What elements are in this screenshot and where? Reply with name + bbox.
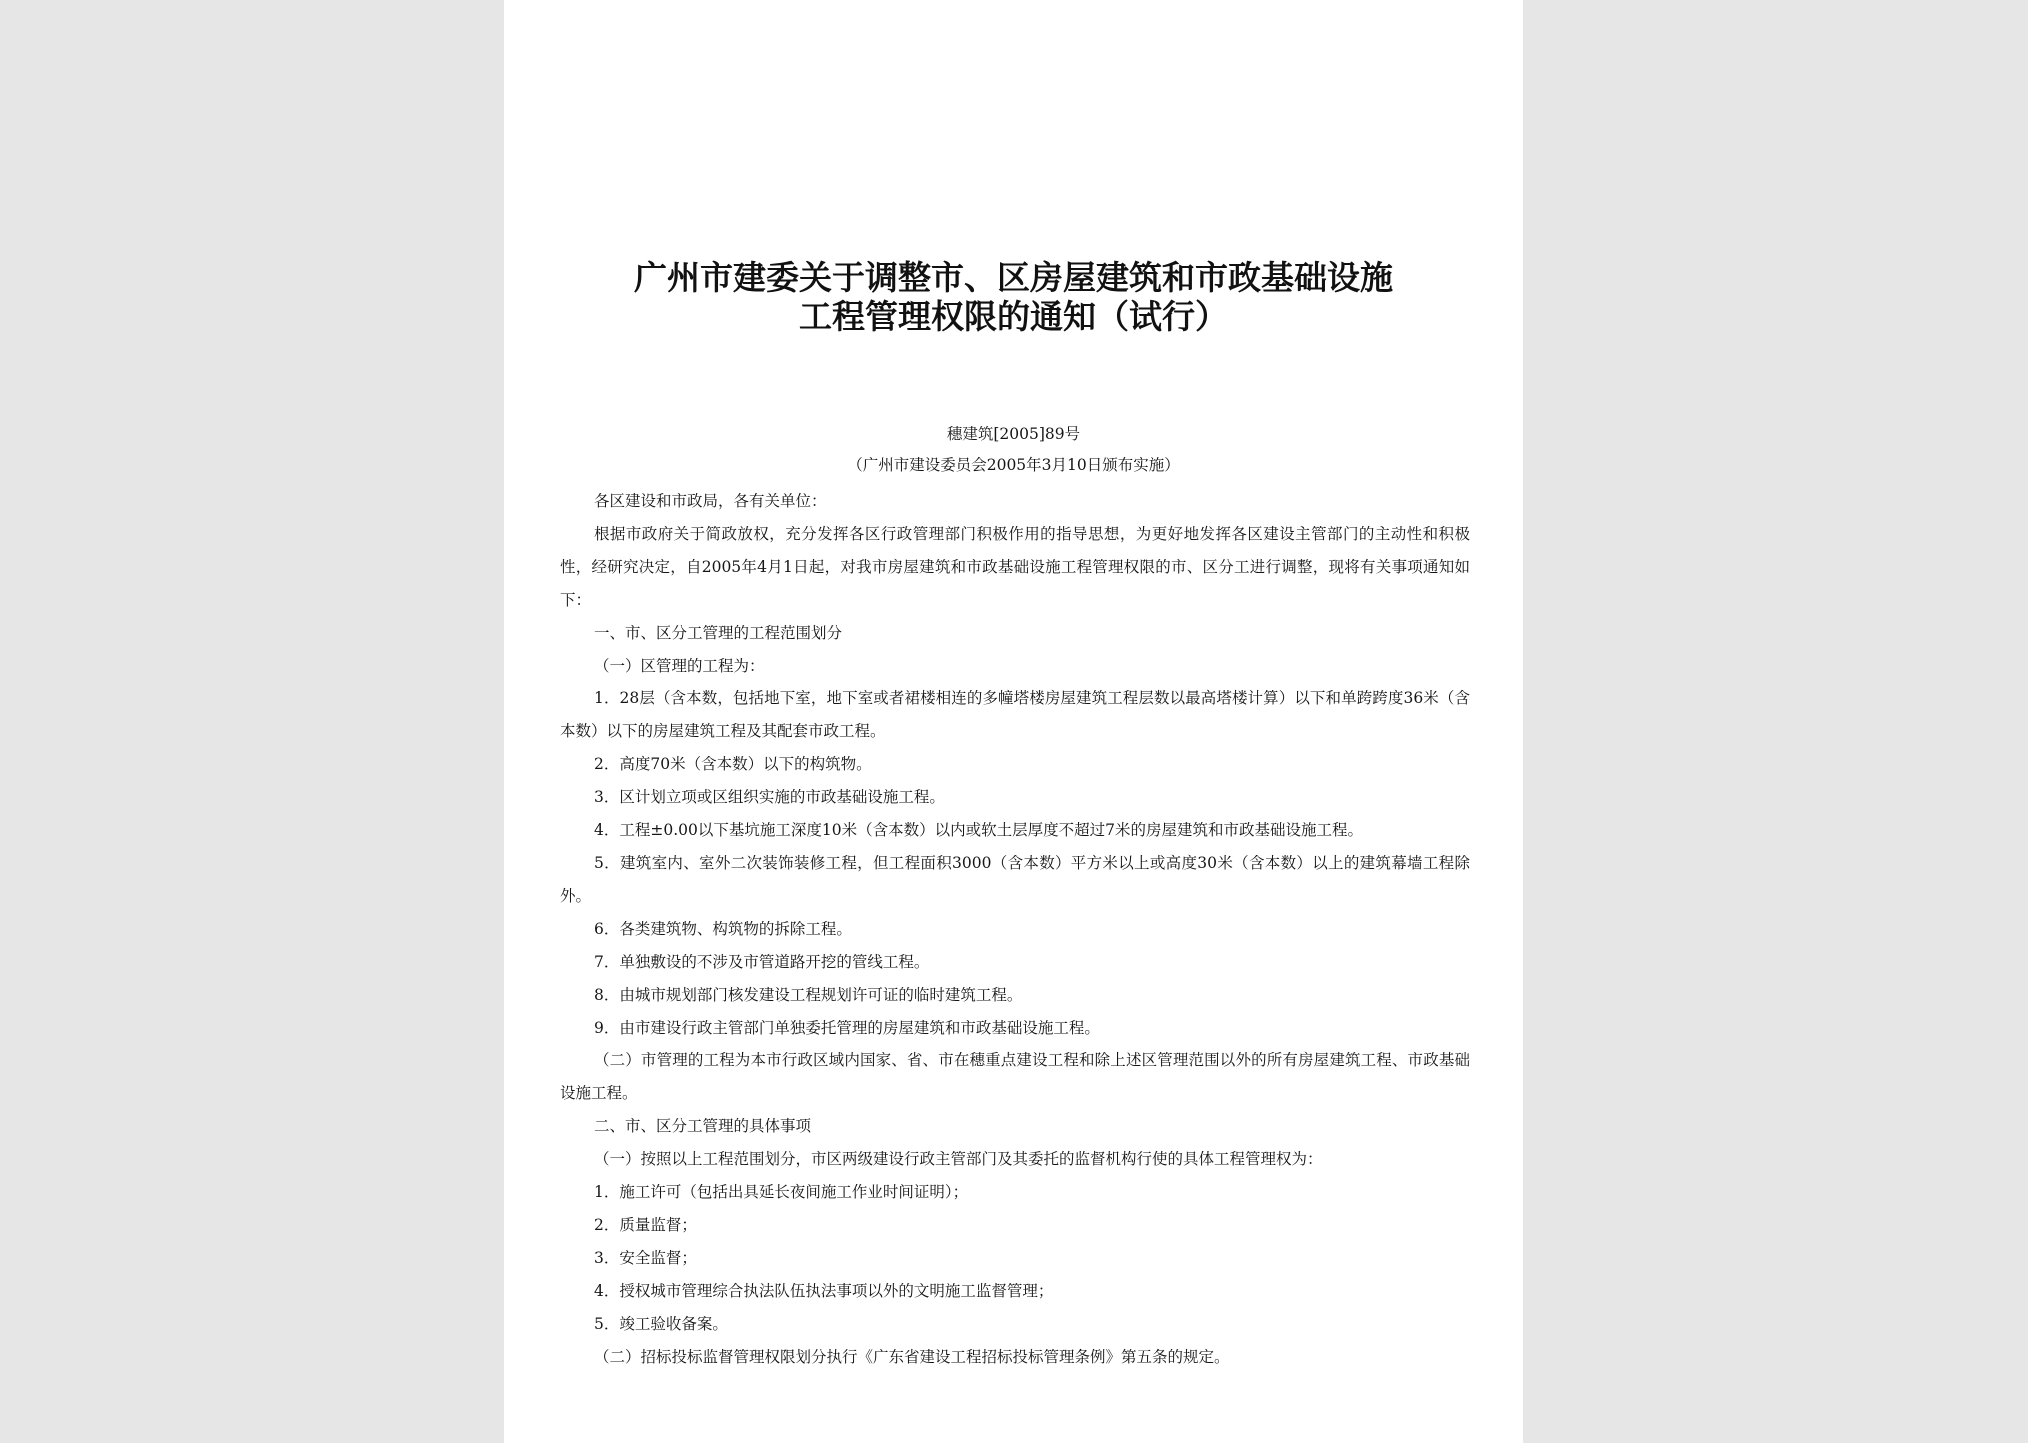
list-item: 2．高度70米（含本数）以下的构筑物。 (594, 755, 872, 774)
list-item: 4．工程±0.00以下基坑施工深度10米（含本数）以内或软土层厚度不超过7米的房屋建筑和市政基础设施工程。 (594, 821, 1363, 840)
list-item: 3．区计划立项或区组织实施的市政基础设施工程。 (594, 788, 945, 807)
subsection-heading: （一）区管理的工程为： (594, 656, 765, 675)
list-item: 1．28层（含本数，包括地下室，地下室或者裙楼相连的多幢塔楼房屋建筑工程层数以最高塔楼计算）以下和单跨跨度36米（含本数）以下的房屋建筑工程及其配套市政工程。 (560, 689, 1470, 741)
section-heading-1: 一、市、区分工管理的工程范围划分 (594, 623, 843, 642)
subsection-paragraph: （二）市管理的工程为本市行政区域内国家、省、市在穗重点建设工程和除上述区管理范围以外的所有房屋建筑工程、市政基础设施工程。 (560, 1051, 1470, 1103)
document-page (504, 0, 1523, 1443)
title-line-2: 工程管理权限的通知（试行） (799, 297, 1228, 336)
list-item: 3．安全监督； (594, 1248, 697, 1267)
list-item: 5．建筑室内、室外二次装饰装修工程，但工程面积3000（含本数）平方米以上或高度30米（含本数）以上的建筑幕墙工程除外。 (560, 853, 1470, 905)
section-heading-2: 二、市、区分工管理的具体事项 (594, 1117, 812, 1136)
title-line-1: 广州市建委关于调整市、区房屋建筑和市政基础设施 (634, 258, 1393, 297)
list-item: 4．授权城市管理综合执法队伍执法事项以外的文明施工监督管理； (594, 1281, 1054, 1300)
intro-paragraph: 根据市政府关于简政放权，充分发挥各区行政管理部门积极作用的指导思想，为更好地发挥各区建设主管部门的主动性和积极性，经研究决定，自2005年4月1日起，对我市房屋建筑和市政基础设施工程管理权限的市、区分工进行调整，现将有关事项通知如下： (560, 524, 1470, 609)
list-item: 1．施工许可（包括出具延长夜间施工作业时间证明）； (594, 1183, 969, 1202)
list-item: 2．质量监督； (594, 1215, 697, 1234)
list-item: 9．由市建设行政主管部门单独委托管理的房屋建筑和市政基础设施工程。 (594, 1018, 1100, 1037)
list-item: 5．竣工验收备案。 (594, 1314, 728, 1333)
subsection-paragraph: （二）招标投标监督管理权限划分执行《广东省建设工程招标投标管理条例》第五条的规定。 (594, 1347, 1230, 1366)
list-item: 8．由城市规划部门核发建设工程规划许可证的临时建筑工程。 (594, 985, 1023, 1004)
salutation: 各区建设和市政局，各有关单位： (594, 492, 827, 510)
subsection-paragraph: （一）按照以上工程范围划分，市区两级建设行政主管部门及其委托的监督机构行使的具体工程管理权为： (594, 1150, 1323, 1169)
list-item: 6．各类建筑物、构筑物的拆除工程。 (594, 919, 852, 938)
issue-note: （广州市建设委员会2005年3月10日颁布实施） (847, 456, 1180, 474)
document-number: 穗建筑[2005]89号 (946, 425, 1081, 443)
document-title (504, 258, 1523, 336)
list-item: 7．单独敷设的不涉及市管道路开挖的管线工程。 (594, 952, 930, 971)
document-body (560, 485, 1470, 1373)
